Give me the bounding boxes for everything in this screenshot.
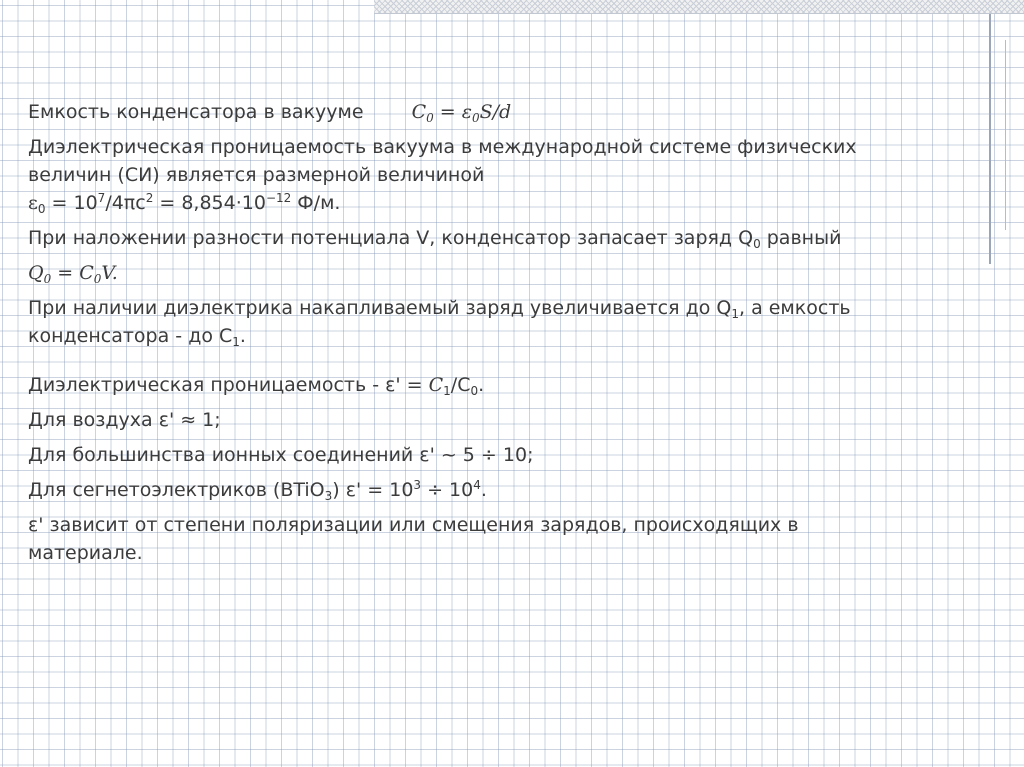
epsilon0-formula: $\varepsilon_0 = 10^7/4\pi c^2 = 8,854\cdot 10^{-12}$ Ф/м. [28, 191, 341, 216]
slide-content [28, 98, 996, 567]
capacitance-vacuum-line: Емкость конденсатора в вакууме $C_0 = \varepsilon_0S/d$ [28, 101, 512, 125]
air-permittivity-line: Для воздуха ε' ≈ 1; [28, 409, 221, 431]
charge-storage-line: При наложении разности потенциала V, конденсатор запасает заряд $Q_0$ равный [28, 227, 842, 251]
right-vertical-rule-thin [1005, 40, 1006, 230]
charge-formula: $Q_0 = C_0V$. [28, 262, 118, 286]
relative-permittivity-line: Диэлектрическая проницаемость - $\varepsilon' = C_1/C_0$. [28, 374, 485, 398]
ferroelectrics-line: Для сегнетоэлектриков (BTiO$_3$) $\varepsilon' = 10^3 \div 10^4$. [28, 478, 487, 503]
polarization-paragraph: ε' зависит от степени поляризации или смещения зарядов, происходящих в материале. [28, 514, 799, 564]
ionic-compounds-line: Для большинства ионных соединений ε' ~ 5 ÷ 10; [28, 444, 534, 466]
vacuum-permittivity-paragraph: Диэлектрическая проницаемость вакуума в международной системе физических величин (СИ) является размерной величиной [28, 136, 857, 186]
dielectric-charge-paragraph: При наличии диэлектрика накапливаемый заряд увеличивается до $Q_1$, а емкость конденсатора - до $C_1$. [28, 297, 851, 349]
top-decorative-bar [374, 0, 1024, 14]
